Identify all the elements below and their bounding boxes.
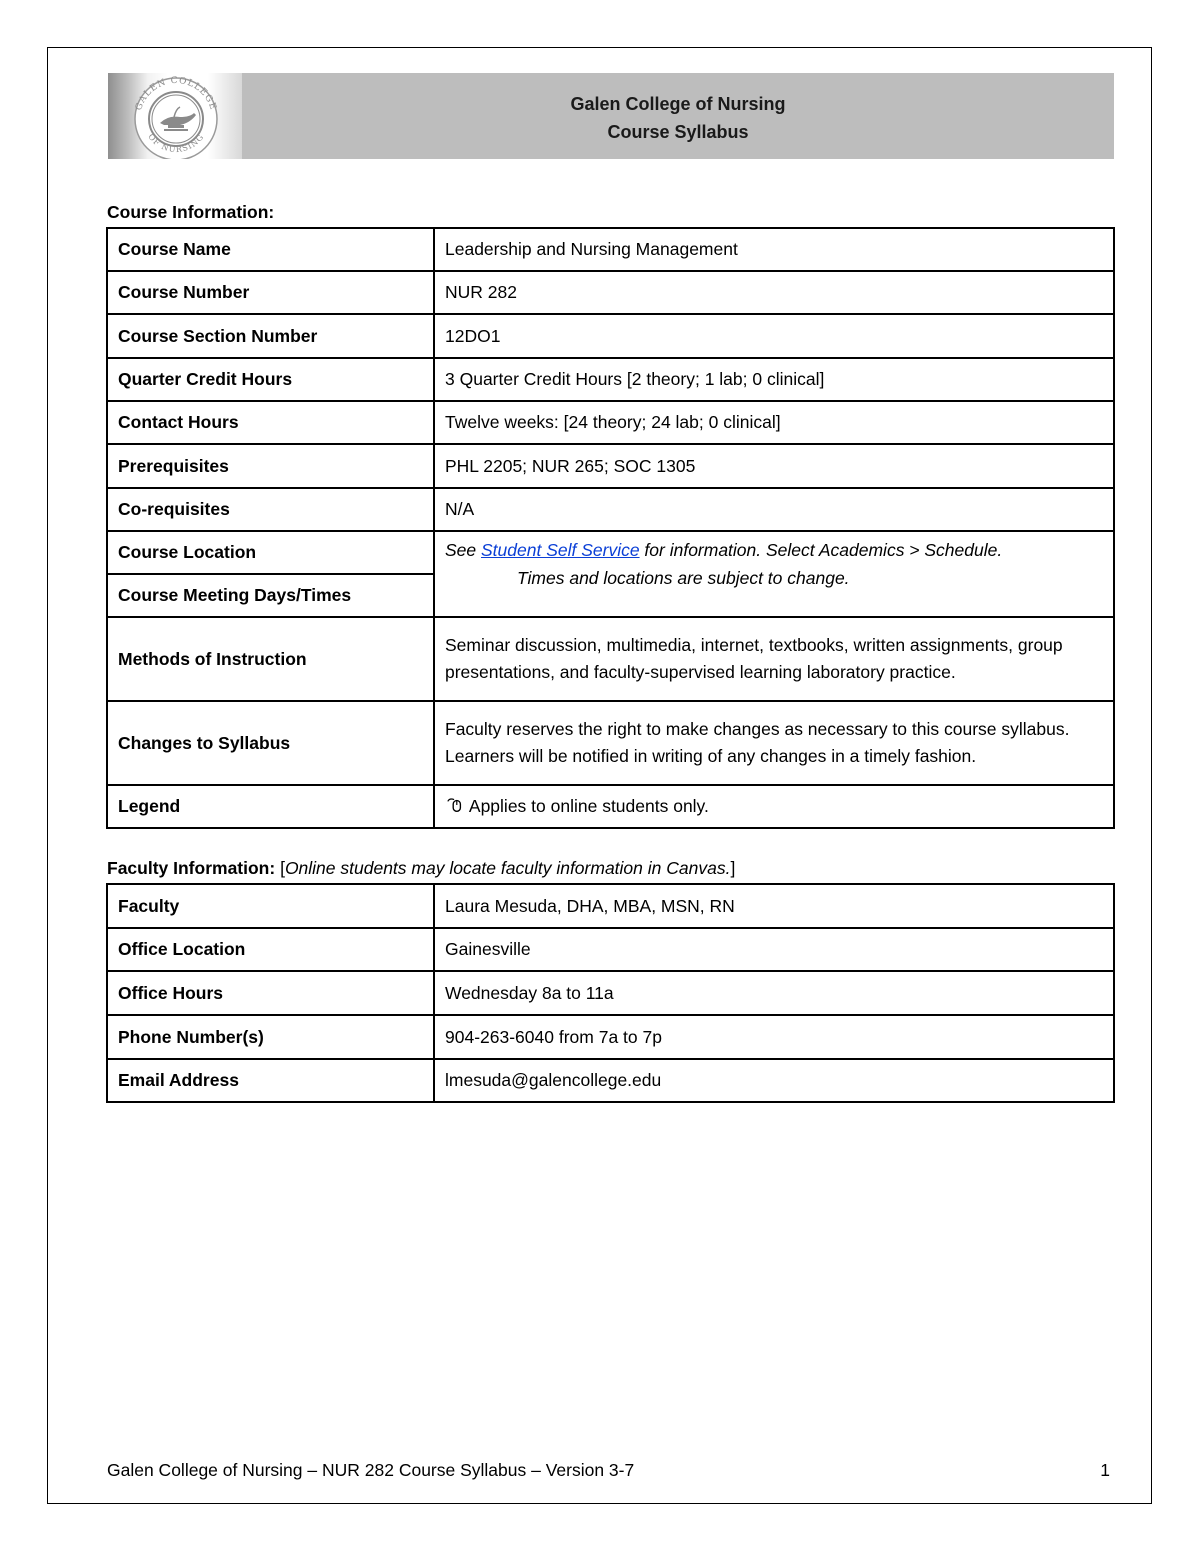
table-row <box>107 358 1114 401</box>
faculty-note-text: Online students may locate faculty information in Canvas. <box>284 858 731 878</box>
college-seal-logo <box>124 75 228 159</box>
row-value: PHL 2205; NUR 265; SOC 1305 <box>434 444 1114 488</box>
row-value: Twelve weeks: [24 theory; 24 lab; 0 clinical] <box>434 401 1114 444</box>
table-row <box>107 1015 1114 1059</box>
legend-text: Applies to online students only. <box>468 796 709 816</box>
row-label: Phone Number(s) <box>107 1015 434 1059</box>
row-label: Email Address <box>107 1059 434 1102</box>
table-row <box>107 617 1114 701</box>
table-row <box>107 314 1114 358</box>
row-value: Wednesday 8a to 11a <box>434 971 1114 1015</box>
row-label: Office Hours <box>107 971 434 1015</box>
course-info-table <box>106 227 1115 829</box>
college-name: Galen College of Nursing <box>570 94 786 114</box>
table-row <box>107 884 1114 928</box>
table-row <box>107 1059 1114 1102</box>
row-label: Changes to Syllabus <box>107 701 434 785</box>
mouse-icon <box>445 796 465 814</box>
document-type: Course Syllabus <box>607 122 749 142</box>
faculty-info-table <box>106 883 1115 1103</box>
location-note: Times and locations are subject to change. <box>517 568 850 588</box>
row-value: 904-263-6040 from 7a to 7p <box>434 1015 1114 1059</box>
row-label: Course Meeting Days/Times <box>107 574 434 617</box>
table-row <box>107 928 1114 971</box>
table-row <box>107 444 1114 488</box>
table-row <box>107 971 1114 1015</box>
row-label: Course Location <box>107 531 434 574</box>
row-label: Office Location <box>107 928 434 971</box>
row-value: N/A <box>434 488 1114 531</box>
table-row <box>107 488 1114 531</box>
page-footer <box>107 1460 1110 1481</box>
table-row <box>107 531 1114 574</box>
note-open-bracket: [ <box>280 858 285 878</box>
page-number: 1 <box>1100 1460 1110 1480</box>
footer-text: Galen College of Nursing – NUR 282 Course Syllabus – Version 3-7 <box>107 1460 635 1480</box>
svg-text:OF NURSING: OF NURSING <box>146 132 206 155</box>
row-value: NUR 282 <box>434 271 1114 314</box>
row-value: Leadership and Nursing Management <box>434 228 1114 271</box>
table-row <box>107 785 1114 828</box>
table-row <box>107 701 1114 785</box>
location-suffix: for information. Select Academics > Schedule. <box>639 540 1003 560</box>
row-label: Co-requisites <box>107 488 434 531</box>
faculty-info-heading <box>107 858 735 879</box>
location-prefix: See <box>445 540 481 560</box>
student-self-service-link[interactable]: Student Self Service <box>481 540 640 560</box>
row-label: Faculty <box>107 884 434 928</box>
row-value: Laura Mesuda, DHA, MBA, MSN, RN <box>434 884 1114 928</box>
row-label: Legend <box>107 785 434 828</box>
location-info-cell <box>434 531 1114 617</box>
row-label: Methods of Instruction <box>107 617 434 701</box>
legend-value-cell <box>434 785 1114 828</box>
faculty-note <box>280 858 735 878</box>
row-value: Faculty reserves the right to make changes as necessary to this course syllabus. Learners will be notified in writing of any changes in a timely fashion. <box>434 701 1114 785</box>
row-label: Quarter Credit Hours <box>107 358 434 401</box>
table-row <box>107 228 1114 271</box>
table-row <box>107 401 1114 444</box>
course-info-heading: Course Information: <box>107 202 275 222</box>
row-label: Course Section Number <box>107 314 434 358</box>
faculty-heading-label: Faculty Information: <box>107 858 281 878</box>
svg-text:GALEN COLLEGE: GALEN COLLEGE <box>134 75 218 112</box>
row-value: 3 Quarter Credit Hours [2 theory; 1 lab; 0 clinical] <box>434 358 1114 401</box>
row-label: Prerequisites <box>107 444 434 488</box>
row-value: Seminar discussion, multimedia, internet, textbooks, written assignments, group presentations, and faculty-supervised learning laboratory practice. <box>434 617 1114 701</box>
document-title <box>242 90 1114 146</box>
row-value: Gainesville <box>434 928 1114 971</box>
row-label: Course Number <box>107 271 434 314</box>
row-label: Contact Hours <box>107 401 434 444</box>
row-value: 12DO1 <box>434 314 1114 358</box>
table-row <box>107 271 1114 314</box>
row-label: Course Name <box>107 228 434 271</box>
note-close-bracket: ] <box>730 858 736 878</box>
email-value: lmesuda@galencollege.edu <box>434 1059 1114 1102</box>
